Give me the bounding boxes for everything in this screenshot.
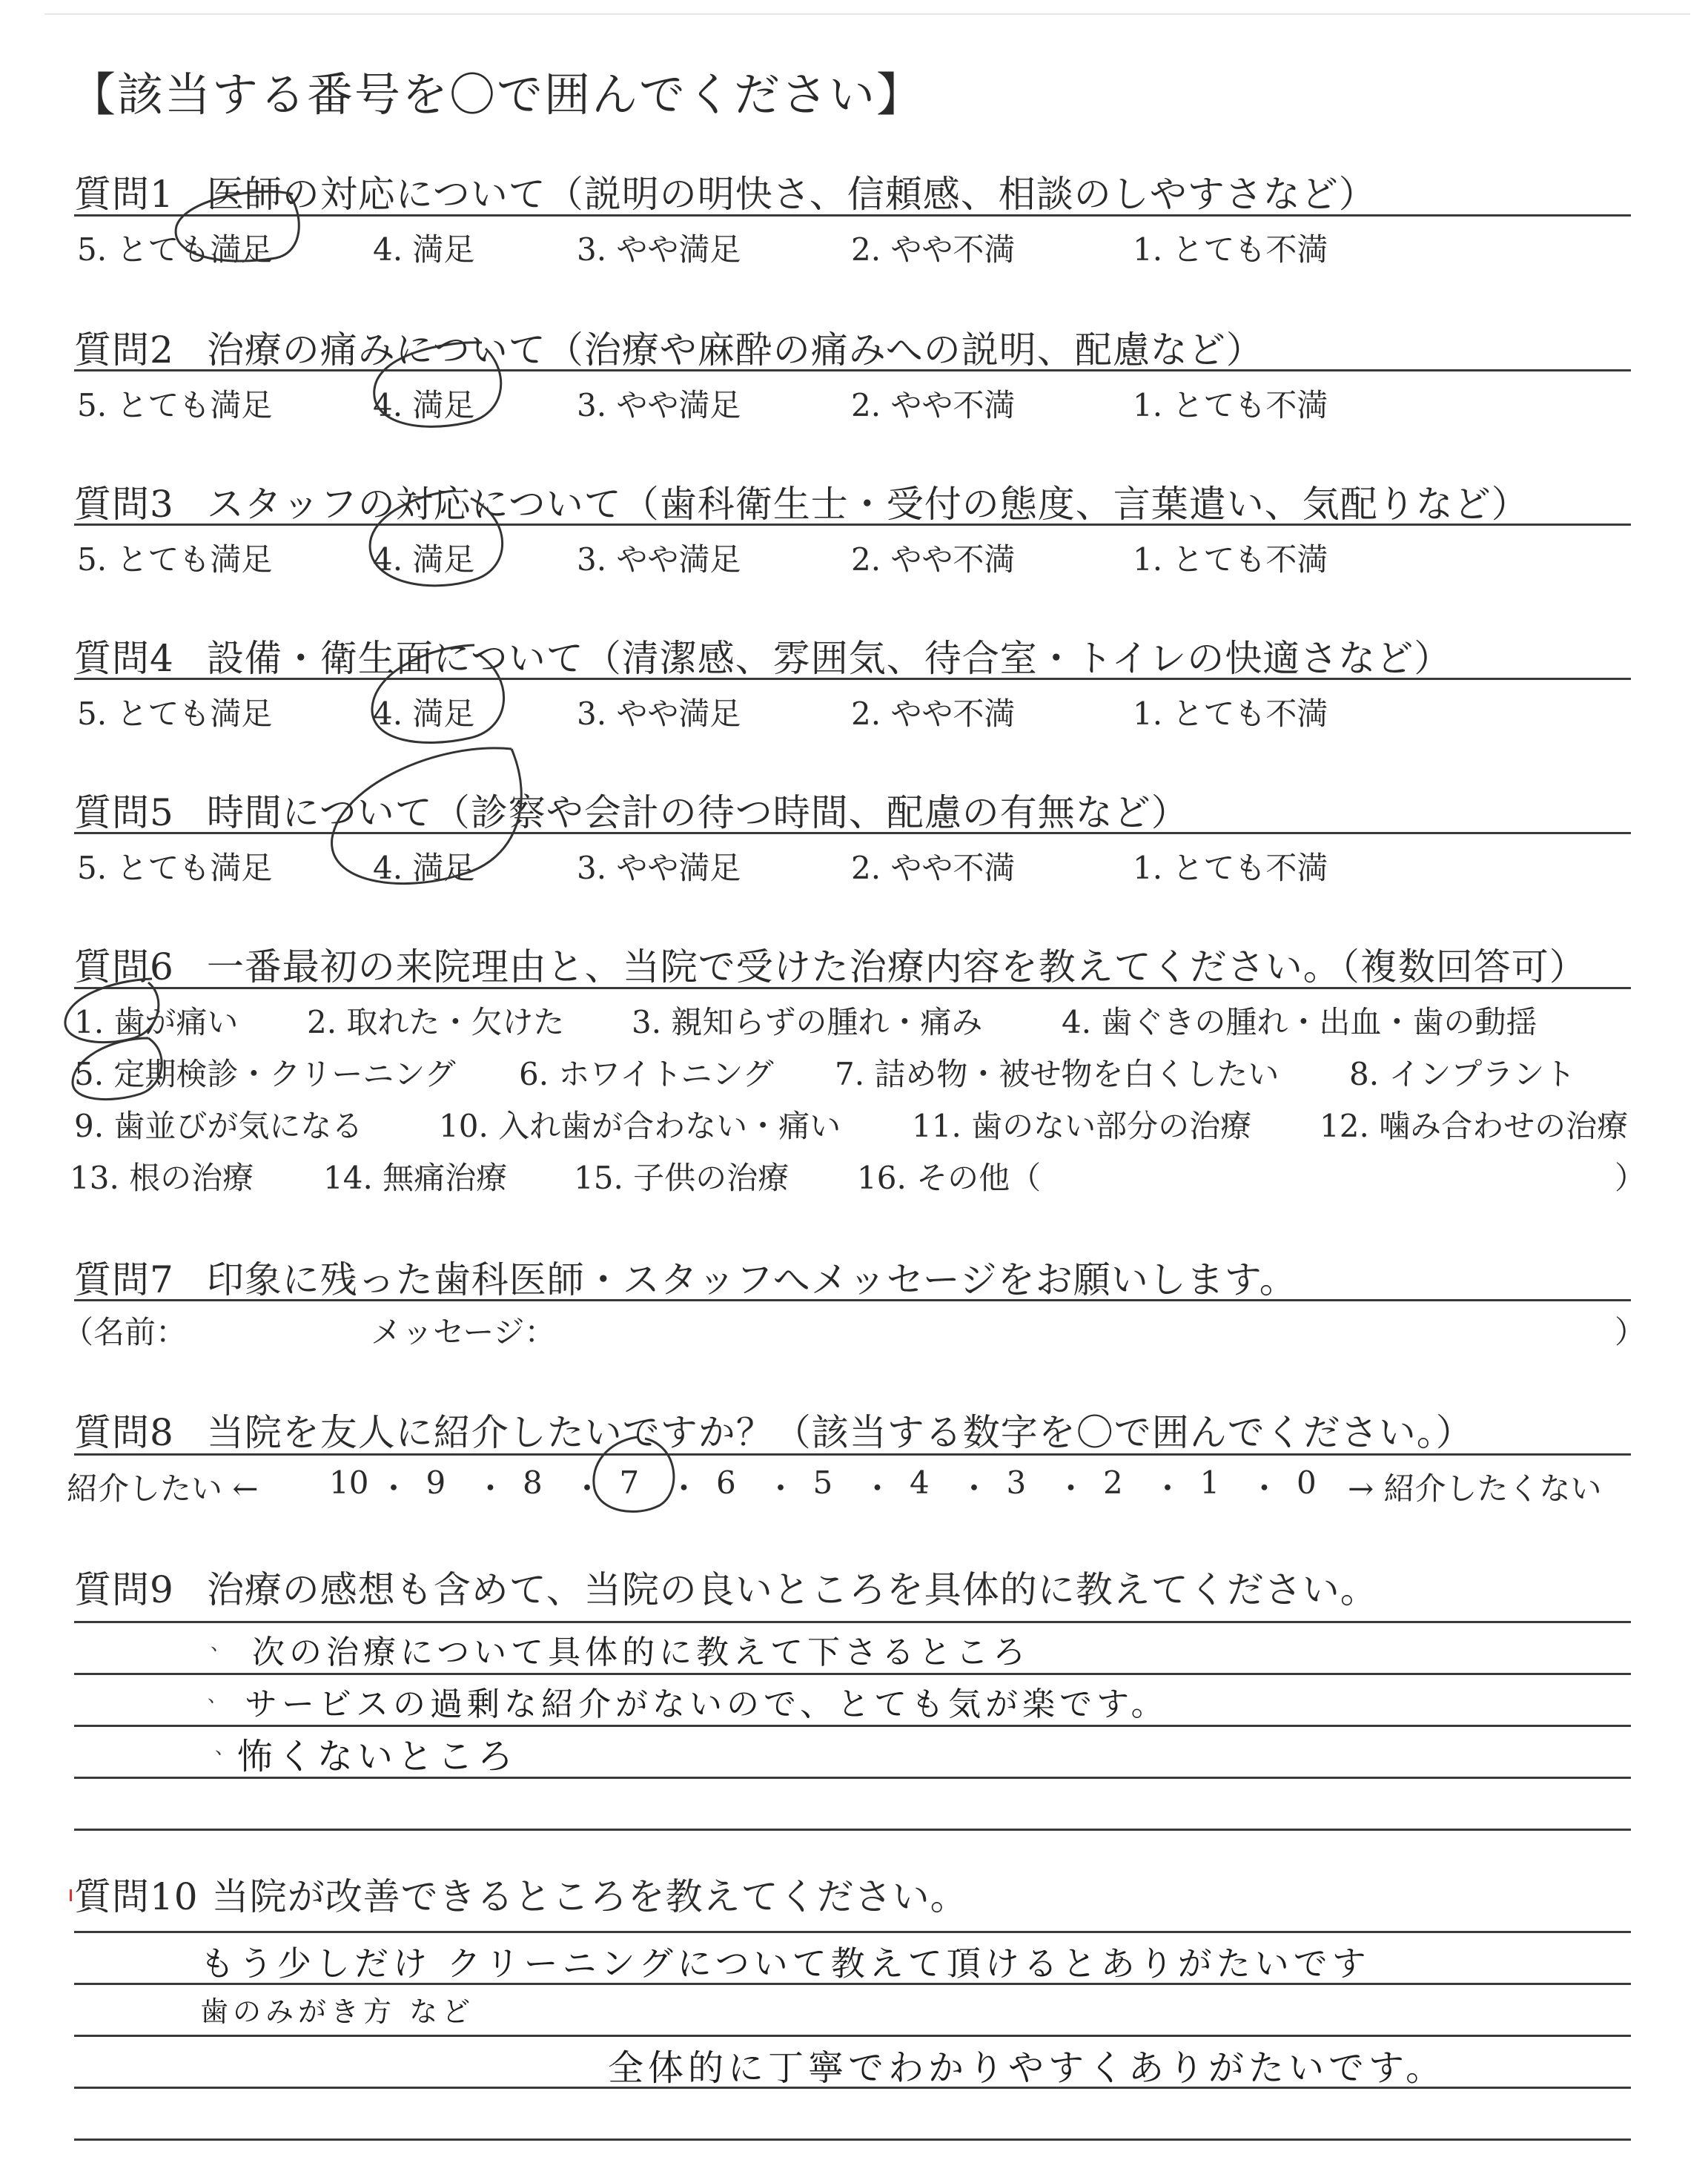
question-7 xyxy=(74,1250,1297,1304)
q4-option-4[interactable]: 4. 満足 xyxy=(373,696,475,732)
q6-option-1[interactable]: 1. 歯が痛い xyxy=(74,1004,239,1040)
q5-option-1[interactable]: 1. とても不満 xyxy=(1133,850,1328,886)
question-7-label: 質問7 xyxy=(74,1258,174,1301)
q8-scale-3[interactable]: 3 xyxy=(1006,1464,1027,1501)
q6-option-6[interactable]: 6. ホワイトニング xyxy=(519,1056,774,1092)
q3-option-5[interactable]: 5. とても満足 xyxy=(77,541,273,578)
q4-option-5[interactable]: 5. とても満足 xyxy=(77,696,273,732)
q7-name-label: （名前： xyxy=(62,1314,188,1350)
q5-option-2[interactable]: 2. やや不満 xyxy=(851,850,1016,886)
question-1 xyxy=(74,165,1377,218)
q6-option-10[interactable]: 10. 入れ歯が合わない・痛い xyxy=(439,1108,841,1144)
question-6 xyxy=(74,937,1587,991)
question-10-text: 当院が改善できるところを教えてください。 xyxy=(211,1875,968,1918)
question-8-rule xyxy=(74,1453,1631,1456)
q8-scale-separator: ・ xyxy=(959,1470,990,1507)
q4-option-3[interactable]: 3. やや満足 xyxy=(577,696,741,732)
form-title: 【該当する番号を〇で囲んでください】 xyxy=(70,67,924,122)
question-1-text: 医師の対応について（説明の明快さ、信頼感、相談のしやすさなど） xyxy=(206,173,1377,216)
question-10 xyxy=(74,1867,968,1920)
q8-scale-separator: ・ xyxy=(572,1470,603,1507)
question-8-label: 質問8 xyxy=(74,1411,174,1454)
q8-scale-7[interactable]: 7 xyxy=(619,1464,640,1501)
question-6-text: 一番最初の来院理由と、当院で受けた治療内容を教えてください。（複数回答可） xyxy=(206,945,1587,988)
q8-scale-separator: ・ xyxy=(668,1470,700,1507)
q8-scale-5[interactable]: 5 xyxy=(812,1464,833,1501)
red-pen-mark xyxy=(70,1889,72,1901)
q1-option-5[interactable]: 5. とても満足 xyxy=(77,231,273,268)
question-5-text: 時間について（診察や会計の待つ時間、配慮の有無など） xyxy=(206,791,1189,834)
question-3-rule xyxy=(74,524,1631,526)
q5-option-5[interactable]: 5. とても満足 xyxy=(77,850,273,886)
q8-scale-9[interactable]: 9 xyxy=(426,1464,446,1501)
q4-option-1[interactable]: 1. とても不満 xyxy=(1133,696,1328,732)
q6-option-15[interactable]: 15. 子供の治療 xyxy=(574,1160,790,1196)
q8-scale-separator: ・ xyxy=(474,1470,506,1507)
q4-option-2[interactable]: 2. やや不満 xyxy=(851,696,1016,732)
question-1-rule xyxy=(74,214,1631,217)
q9-line-2 xyxy=(74,1673,1631,1675)
q8-scale-0[interactable]: 0 xyxy=(1297,1464,1317,1501)
q8-scale-separator: ・ xyxy=(765,1470,797,1507)
q10-answer-2: 歯のみがき方 など xyxy=(200,1995,475,2028)
q8-scale-1[interactable]: 1 xyxy=(1199,1464,1220,1501)
q8-scale-6[interactable]: 6 xyxy=(716,1464,736,1501)
q5-option-4[interactable]: 4. 満足 xyxy=(373,850,475,886)
question-1-label: 質問1 xyxy=(74,173,174,216)
q8-left-label: 紹介したい ← xyxy=(67,1470,259,1507)
q3-option-4[interactable]: 4. 満足 xyxy=(373,541,475,578)
q8-scale-separator: ・ xyxy=(861,1470,893,1507)
q6-option-3[interactable]: 3. 親知らずの腫れ・痛み xyxy=(632,1004,983,1040)
q9-bullet: 、 xyxy=(211,1633,231,1655)
question-2-label: 質問2 xyxy=(74,328,174,371)
q6-option-12[interactable]: 12. 噛み合わせの治療 xyxy=(1320,1108,1629,1144)
q8-scale-8[interactable]: 8 xyxy=(523,1464,543,1501)
q8-scale-4[interactable]: 4 xyxy=(910,1464,930,1501)
q8-scale-2[interactable]: 2 xyxy=(1103,1464,1123,1501)
q10-answer-3: 全体的に丁寧でわかりやすくありがたいです。 xyxy=(608,2047,1446,2089)
question-7-text: 印象に残った歯科医師・スタッフへメッセージをお願いします。 xyxy=(206,1258,1297,1301)
q6-option-16[interactable]: 16. その他（ xyxy=(857,1160,1042,1196)
question-2-rule xyxy=(74,369,1631,371)
q1-option-4[interactable]: 4. 満足 xyxy=(373,231,475,268)
q8-scale-10[interactable]: 10 xyxy=(329,1464,369,1501)
q7-message-label: メッセージ： xyxy=(371,1314,556,1350)
q1-option-2[interactable]: 2. やや不満 xyxy=(851,231,1016,268)
question-9-text: 治療の感想も含めて、当院の良いところを具体的に教えてください。 xyxy=(206,1568,1378,1611)
q8-scale-separator: ・ xyxy=(378,1470,410,1507)
question-4-label: 質問4 xyxy=(74,637,174,680)
question-4 xyxy=(74,629,1452,682)
q6-option-5[interactable]: 5. 定期検診・クリーニング xyxy=(74,1056,456,1092)
q2-option-3[interactable]: 3. やや満足 xyxy=(577,387,741,423)
q6-option-14[interactable]: 14. 無痛治療 xyxy=(323,1160,508,1196)
q1-option-3[interactable]: 3. やや満足 xyxy=(577,231,741,268)
q8-scale-separator: ・ xyxy=(1055,1470,1087,1507)
q2-option-2[interactable]: 2. やや不満 xyxy=(851,387,1016,423)
q6-option-2[interactable]: 2. 取れた・欠けた xyxy=(307,1004,565,1040)
q9-line-5 xyxy=(74,1829,1631,1831)
top-border xyxy=(44,13,1690,15)
q6-option-11[interactable]: 11. 歯のない部分の治療 xyxy=(912,1108,1252,1144)
question-6-rule xyxy=(74,987,1631,989)
question-6-label: 質問6 xyxy=(74,945,174,988)
q6-option-4[interactable]: 4. 歯ぐきの腫れ・出血・歯の動揺 xyxy=(1062,1004,1537,1040)
question-3-label: 質問3 xyxy=(74,483,174,526)
question-5-rule xyxy=(74,832,1631,834)
question-2-text: 治療の痛みについて（治療や麻酔の痛みへの説明、配慮など） xyxy=(206,328,1264,371)
question-8-text: 当院を友人に紹介したいですか？（該当する数字を〇で囲んでください。） xyxy=(206,1411,1474,1454)
q5-option-3[interactable]: 3. やや満足 xyxy=(577,850,741,886)
question-7-rule xyxy=(74,1299,1631,1301)
q1-option-1[interactable]: 1. とても不満 xyxy=(1133,231,1328,268)
q8-scale-separator: ・ xyxy=(1248,1470,1280,1507)
q8-right-label: → 紹介したくない xyxy=(1348,1470,1602,1507)
q2-option-5[interactable]: 5. とても満足 xyxy=(77,387,273,423)
question-9 xyxy=(74,1560,1378,1614)
q6-option-13[interactable]: 13. 根の治療 xyxy=(70,1160,254,1196)
question-4-rule xyxy=(74,678,1631,680)
q9-bullet: 、 xyxy=(215,1737,235,1759)
q2-option-1[interactable]: 1. とても不満 xyxy=(1133,387,1328,423)
q9-answer-1: 次の治療について具体的に教えて下さるところ xyxy=(252,1634,1030,1671)
question-4-text: 設備・衛生面について（清潔感、雰囲気、待合室・トイレの快適さなど） xyxy=(206,637,1452,680)
question-5 xyxy=(74,783,1189,836)
q9-bullet: 、 xyxy=(208,1685,228,1707)
q10-answer-1: もう少しだけ クリーニングについて教えて頂けるとありがたいです xyxy=(200,1943,1371,1984)
q6-option-8[interactable]: 8. インプラント xyxy=(1349,1056,1576,1092)
q9-answer-2: サービスの過剰な紹介がないので、とても気が楽です。 xyxy=(245,1685,1168,1723)
question-9-label: 質問9 xyxy=(74,1568,174,1611)
q3-option-1[interactable]: 1. とても不満 xyxy=(1133,541,1328,578)
q2-option-4[interactable]: 4. 満足 xyxy=(373,387,475,423)
q3-option-2[interactable]: 2. やや不満 xyxy=(851,541,1016,578)
q6-option-9[interactable]: 9. 歯並びが気になる xyxy=(74,1108,363,1144)
q10-line-5 xyxy=(74,2138,1631,2141)
q7-close: ） xyxy=(1615,1314,1646,1350)
q10-line-1 xyxy=(74,1931,1631,1933)
q9-line-1 xyxy=(74,1621,1631,1623)
q10-line-3 xyxy=(74,2035,1631,2037)
question-10-label: 質問10 xyxy=(74,1875,199,1918)
question-3-text: スタッフの対応について（歯科衛生士・受付の態度、言葉遣い、気配りなど） xyxy=(206,483,1529,526)
q6-option-7[interactable]: 7. 詰め物・被せ物を白くしたい xyxy=(835,1056,1280,1092)
question-5-label: 質問5 xyxy=(74,791,174,834)
q9-answer-3: 怖くないところ xyxy=(237,1736,518,1777)
question-2 xyxy=(74,320,1264,374)
q8-scale-separator: ・ xyxy=(1152,1470,1184,1507)
question-3 xyxy=(74,475,1529,528)
q9-line-3 xyxy=(74,1725,1631,1727)
q3-option-3[interactable]: 3. やや満足 xyxy=(577,541,741,578)
question-8 xyxy=(74,1403,1474,1456)
q6-option-16-close: ） xyxy=(1615,1160,1646,1196)
